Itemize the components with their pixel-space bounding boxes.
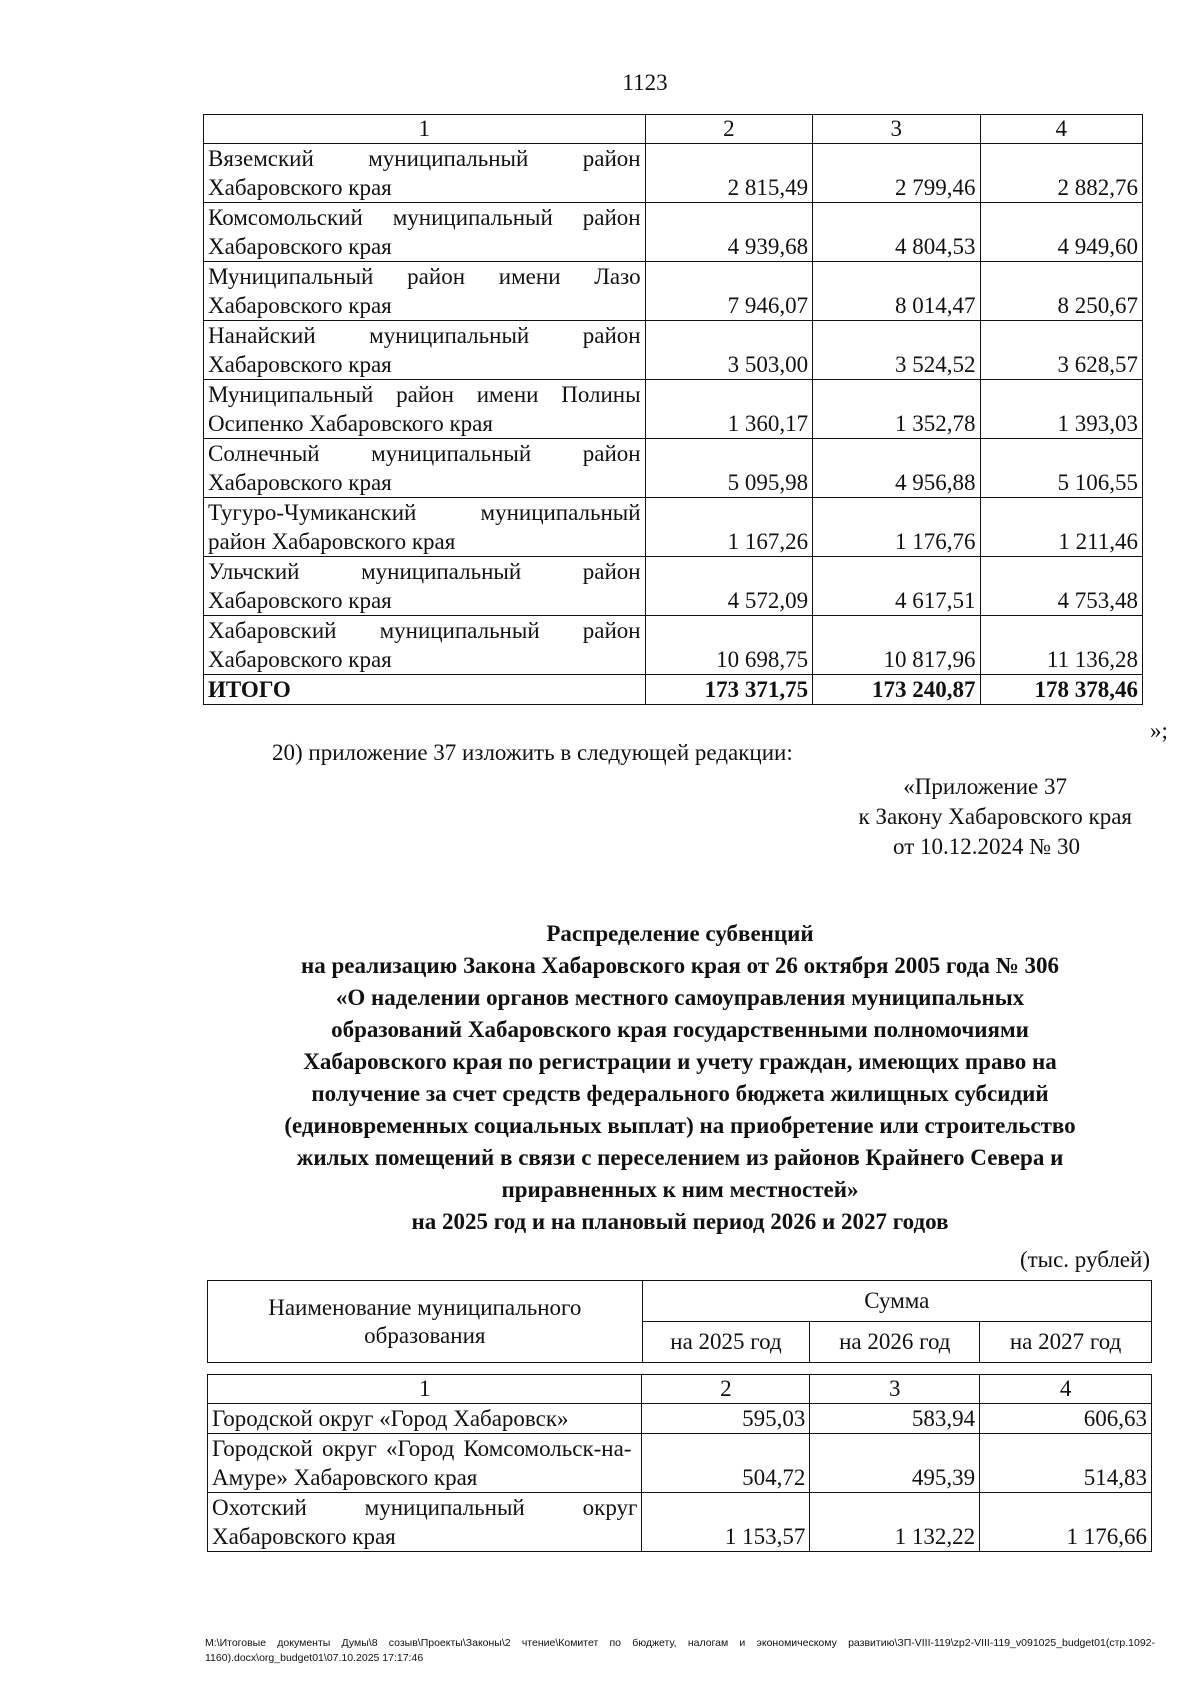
heading-line: образований Хабаровского края государственными полномочиями	[331, 1017, 1029, 1042]
heading-line: Хабаровского края по регистрации и учету граждан, имеющих право на	[303, 1049, 1057, 1074]
appendix-line: к Закону Хабаровского края	[858, 804, 1132, 829]
header-sum: Сумма	[642, 1281, 1151, 1322]
column-number: 3	[810, 1375, 980, 1404]
value-2027: 11 136,28	[980, 616, 1142, 675]
column-number: 4	[980, 1375, 1152, 1404]
value-2025: 2 815,49	[645, 144, 812, 203]
municipality-name: Тугуро-Чумиканский муниципальный район Хабаровского края	[204, 498, 646, 557]
appendix-reference	[859, 772, 1132, 862]
column-number: 1	[208, 1375, 642, 1404]
value-2025: 7 946,07	[645, 262, 812, 321]
municipality-name: Городской округ «Город Хабаровск»	[208, 1404, 642, 1434]
table-row	[204, 439, 1143, 498]
column-number: 4	[980, 115, 1142, 144]
total-2027: 178 378,46	[980, 675, 1142, 705]
table-row	[204, 203, 1143, 262]
municipality-name: Хабаровский муниципальный район Хабаровского края	[204, 616, 646, 675]
value-2025: 3 503,00	[645, 321, 812, 380]
value-2026: 583,94	[810, 1404, 980, 1434]
municipality-name: Охотский муниципальный округ Хабаровского края	[208, 1493, 642, 1552]
column-number: 3	[813, 115, 980, 144]
value-2026: 495,39	[810, 1434, 980, 1493]
municipality-name: Городской округ «Город Комсомольск-на-Амуре» Хабаровского края	[208, 1434, 642, 1493]
column-number-row	[208, 1375, 1152, 1404]
total-2026: 173 240,87	[813, 675, 980, 705]
municipality-name: Вяземский муниципальный район Хабаровского края	[204, 144, 646, 203]
value-2025: 595,03	[642, 1404, 810, 1434]
value-2026: 10 817,96	[813, 616, 980, 675]
header-year-2025: на 2025 год	[642, 1322, 810, 1363]
value-2025: 10 698,75	[645, 616, 812, 675]
page-number: 1123	[622, 70, 668, 95]
value-2027: 4 949,60	[980, 203, 1142, 262]
value-2026: 3 524,52	[813, 321, 980, 380]
header-year-2027: на 2027 год	[980, 1322, 1152, 1363]
table-row	[204, 616, 1143, 675]
value-2025: 4 939,68	[645, 203, 812, 262]
value-2025: 5 095,98	[645, 439, 812, 498]
value-2026: 1 176,76	[813, 498, 980, 557]
total-row	[204, 675, 1143, 705]
column-number: 1	[204, 115, 646, 144]
subsidy-table	[207, 1374, 1152, 1552]
value-2027: 514,83	[980, 1434, 1152, 1493]
table-row	[208, 1404, 1152, 1434]
table-row	[208, 1434, 1152, 1493]
value-2027: 606,63	[980, 1404, 1152, 1434]
total-2025: 173 371,75	[645, 675, 812, 705]
table-row	[204, 557, 1143, 616]
appendix-line: «Приложение 37	[903, 774, 1067, 799]
heading-line: жилых помещений в связи с переселением из районов Крайнего Севера и	[296, 1145, 1064, 1170]
table-row	[204, 262, 1143, 321]
table-row	[204, 498, 1143, 557]
heading-line: Распределение субвенций	[546, 921, 814, 946]
value-2027: 2 882,76	[980, 144, 1142, 203]
heading-line: на 2025 год и на плановый период 2026 и 2027 годов	[411, 1209, 949, 1234]
amendment-paragraph: 20) приложение 37 изложить в следующей редакции:	[272, 740, 793, 765]
value-2027: 8 250,67	[980, 262, 1142, 321]
value-2025: 4 572,09	[645, 557, 812, 616]
table-row	[204, 380, 1143, 439]
value-2027: 1 176,66	[980, 1493, 1152, 1552]
header-year-2026: на 2026 год	[810, 1322, 980, 1363]
closing-quote: »;	[1150, 718, 1168, 743]
heading-line: на реализацию Закона Хабаровского края от 26 октября 2005 года № 306	[301, 953, 1059, 978]
column-number-row	[204, 115, 1143, 144]
municipality-name: Нанайский муниципальный район Хабаровского края	[204, 321, 646, 380]
heading-line: приравненных к ним местностей»	[501, 1177, 859, 1202]
value-2026: 1 132,22	[810, 1493, 980, 1552]
document-heading	[170, 918, 1190, 1238]
value-2027: 5 106,55	[980, 439, 1142, 498]
column-number: 2	[645, 115, 812, 144]
subsidy-table-continued	[203, 114, 1143, 705]
header-municipality: Наименование муниципального образования	[208, 1281, 643, 1363]
value-2027: 1 393,03	[980, 380, 1142, 439]
municipality-name: Комсомольский муниципальный район Хабаровского края	[204, 203, 646, 262]
municipality-name: Муниципальный район имени Лазо Хабаровского края	[204, 262, 646, 321]
value-2025: 1 360,17	[645, 380, 812, 439]
total-label: ИТОГО	[204, 675, 646, 705]
value-2025: 504,72	[642, 1434, 810, 1493]
heading-line: «О наделении органов местного самоуправления муниципальных	[335, 985, 1025, 1010]
heading-line: получение за счет средств федерального бюджета жилищных субсидий	[311, 1081, 1049, 1106]
value-2026: 4 617,51	[813, 557, 980, 616]
value-2026: 4 804,53	[813, 203, 980, 262]
value-2026: 8 014,47	[813, 262, 980, 321]
municipality-name: Ульчский муниципальный район Хабаровского края	[204, 557, 646, 616]
value-2026: 4 956,88	[813, 439, 980, 498]
value-2026: 1 352,78	[813, 380, 980, 439]
subsidy-table-header	[207, 1280, 1152, 1363]
value-2027: 4 753,48	[980, 557, 1142, 616]
value-2026: 2 799,46	[813, 144, 980, 203]
municipality-name: Солнечный муниципальный район Хабаровского края	[204, 439, 646, 498]
file-path-footer: M:\Итоговые документы Думы\8 созыв\Проекты\Законы\2 чтение\Комитет по бюджету, налогам и экономическому развитию\ЗП-VIII-119\zp2-VIII-119_v091025_budget01(стр.1092-1160).docx\org_budget01\07.10.2025 17:17:46	[205, 1637, 1155, 1664]
heading-line: (единовременных социальных выплат) на приобретение или строительство	[284, 1113, 1076, 1138]
value-2025: 1 167,26	[645, 498, 812, 557]
municipality-name: Муниципальный район имени Полины Осипенко Хабаровского края	[204, 380, 646, 439]
appendix-line: от 10.12.2024 № 30	[893, 834, 1080, 859]
value-2027: 3 628,57	[980, 321, 1142, 380]
table-row	[208, 1493, 1152, 1552]
table-row	[204, 321, 1143, 380]
value-2027: 1 211,46	[980, 498, 1142, 557]
column-number: 2	[642, 1375, 810, 1404]
value-2025: 1 153,57	[642, 1493, 810, 1552]
table-row	[204, 144, 1143, 203]
units-label: (тыс. рублей)	[1019, 1247, 1150, 1272]
